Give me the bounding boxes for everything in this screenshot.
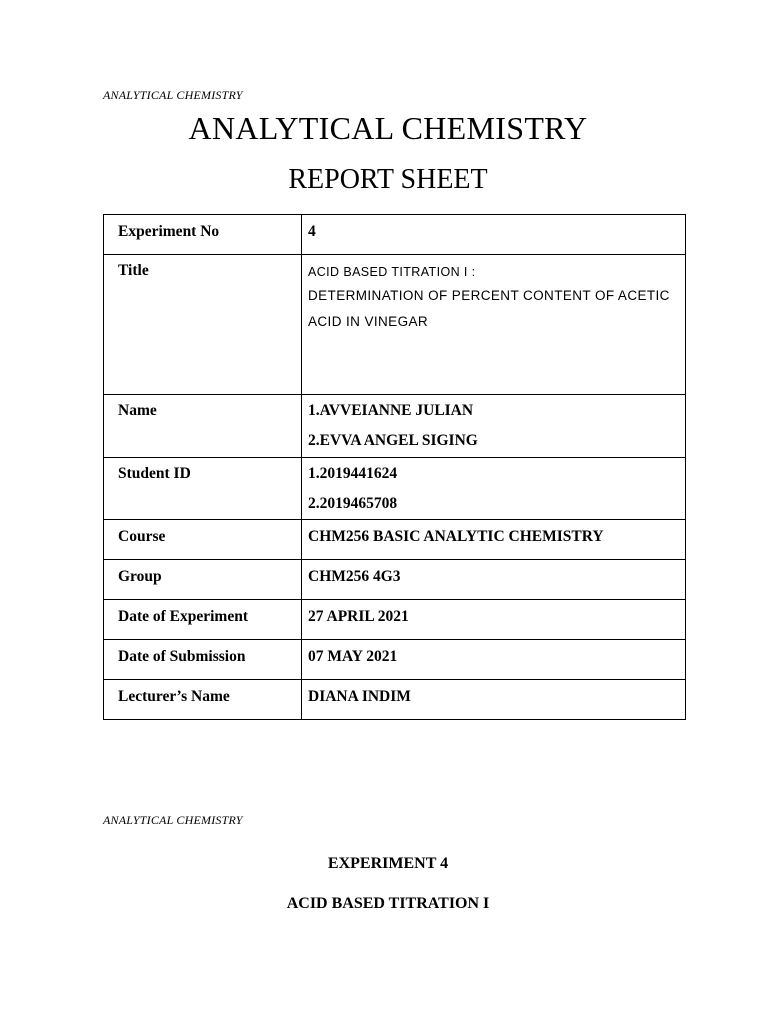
name-line-2: 2.EVVA ANGEL SIGING <box>308 432 478 449</box>
value-student-id <box>302 458 686 520</box>
table-row-title <box>104 255 686 395</box>
page-title: ANALYTICAL CHEMISTRY <box>188 110 588 146</box>
table-row-name <box>104 395 686 458</box>
running-header-page-2: ANALYTICAL CHEMISTRY <box>103 813 243 827</box>
experiment-title: ACID BASED TITRATION I <box>286 895 490 912</box>
table-row-group <box>104 560 686 600</box>
label-lecturer: Lecturer’s Name <box>104 680 302 720</box>
label-student-id: Student ID <box>104 458 302 520</box>
table-row-course <box>104 520 686 560</box>
value-experiment-no: 4 <box>302 215 686 255</box>
value-date-of-experiment: 27 APRIL 2021 <box>302 600 686 640</box>
page-subtitle: REPORT SHEET <box>288 164 488 195</box>
name-line-1: 1.AVVEIANNE JULIAN <box>308 402 474 419</box>
value-name <box>302 395 686 458</box>
running-header: ANALYTICAL CHEMISTRY <box>103 88 243 102</box>
title-line-3: ACID IN VINEGAR <box>308 314 429 329</box>
student-id-line-2: 2.2019465708 <box>308 495 398 512</box>
value-course: CHM256 BASIC ANALYTIC CHEMISTRY <box>302 520 686 560</box>
label-course: Course <box>104 520 302 560</box>
table-row-student-id <box>104 458 686 520</box>
table-row-lecturer <box>104 680 686 720</box>
label-date-of-experiment: Date of Experiment <box>104 600 302 640</box>
table-row-experiment-no <box>104 215 686 255</box>
label-date-of-submission: Date of Submission <box>104 640 302 680</box>
value-date-of-submission: 07 MAY 2021 <box>302 640 686 680</box>
table-row-date-of-experiment <box>104 600 686 640</box>
report-table <box>103 214 686 720</box>
label-group: Group <box>104 560 302 600</box>
label-name: Name <box>104 395 302 458</box>
value-group: CHM256 4G3 <box>302 560 686 600</box>
title-line-2: DETERMINATION OF PERCENT CONTENT OF ACETIC <box>308 288 670 303</box>
label-experiment-no: Experiment No <box>104 215 302 255</box>
experiment-heading: EXPERIMENT 4 <box>327 855 449 872</box>
value-title <box>302 255 686 395</box>
value-lecturer: DIANA INDIM <box>302 680 686 720</box>
title-line-1: ACID BASED TITRATION I : <box>308 265 476 279</box>
label-title: Title <box>104 255 302 395</box>
table-row-date-of-submission <box>104 640 686 680</box>
student-id-line-1: 1.2019441624 <box>308 465 398 482</box>
